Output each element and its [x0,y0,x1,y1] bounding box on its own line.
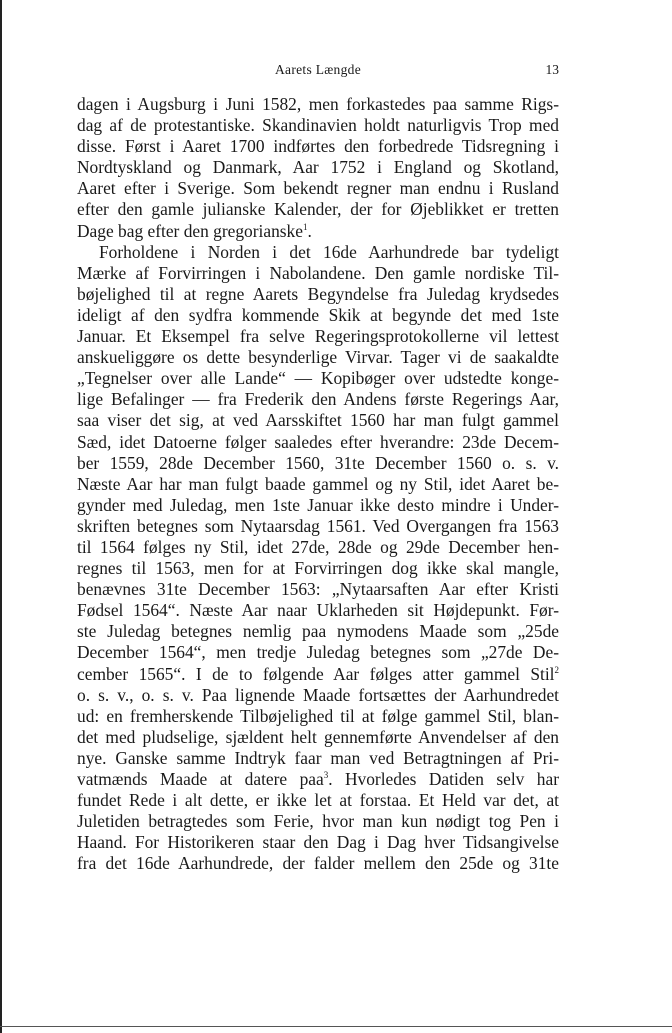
text-line [77,516,559,537]
line-text: Haand. For Historikeren staar den Dag i Dag hver Tidsangivelse [77,832,559,853]
text-line [77,727,559,748]
footnote-marker: 1 [302,221,308,232]
footnote-marker: 2 [554,664,559,675]
line-text: o. s. v., o. s. v. Paa lignende Maade fortsættes der Aarhundredet [77,684,559,705]
line-text-continued: . [307,220,312,241]
line-text: dag af de protestantiske. Skandinavien holdt naturligvis Trop med [77,115,559,136]
text-line [77,263,559,284]
line-text: benævnes 31te December 1563: „Nytaarsaften Aar efter Kristi [77,579,559,600]
line-text: regnes til 1563, men for at Forvirringen dog ikke skal mangle, [77,558,559,579]
line-text: dagen i Augsburg i Juni 1582, men forkastedes paa samme Rigs- [77,94,559,114]
line-text: bøjelighed til at regne Aarets Begyndelse fra Juledag krydsedes [77,283,559,304]
line-text: Fødsel 1564“. Næste Aar naar Uklarheden sit Højdepunkt. Før- [77,600,559,621]
text-line [77,432,559,453]
text-line [77,579,559,600]
line-text: det med pludselige, sjældent helt gennemførte Anvendelser af den [77,726,559,747]
line-text: ud: en fremherskende Tilbøjelighed til at følge gammel Stil, blan- [77,705,559,726]
line-text: Aaret efter i Sverige. Som bekendt regner man endnu i Rusland [77,178,559,199]
line-text: nye. Ganske samme Indtryk faar man ved Betragtningen af Pri- [77,747,559,768]
text-line [77,832,559,853]
line-text: Sæd, idet Datoerne følger saaledes efter hverandre: 23de Decem- [77,431,559,452]
line-text: gynder med Juledag, men 1ste Januar ikke desto mindre i Under- [77,494,559,515]
text-line [77,221,559,242]
text-line [77,474,559,495]
line-text-continued: . Hvorledes Datiden selv har [328,769,559,789]
text-line [77,326,559,347]
page-edge-rule [0,0,2,1033]
page-bottom-rule [0,1026,672,1027]
body-text [77,94,559,874]
text-line [77,136,559,157]
text-line [77,199,559,220]
text-line [77,305,559,326]
line-text: lige Befalinger — fra Frederik den Andens første Regerings Aar, [77,389,559,410]
text-line [77,389,559,410]
text-line [77,347,559,368]
text-line [77,115,559,136]
line-text: til 1564 følges ny Stil, idet 27de, 28de og 29de December hen- [77,536,559,557]
line-text: cember 1565“. I de to følgende Aar følges atter gammel Stil [77,663,555,684]
text-line [77,453,559,474]
running-head: Aarets Længde [274,62,361,77]
text-line [77,685,559,706]
line-text: fra det 16de Aarhundrede, der falder mellem den 25de og 31te [77,853,559,874]
line-text: December 1564“, men tredje Juledag betegnes som „27de De- [77,642,559,663]
text-line [77,748,559,769]
line-text: ber 1559, 28de December 1560, 31te December 1560 o. s. v. [77,452,559,473]
line-text: ste Juledag betegnes nemlig paa nymodens Maade som „25de [77,621,559,642]
line-text: efter den gamle julianske Kalender, der for Øjeblikket er tretten [77,199,559,220]
text-line [77,410,559,431]
text-line [77,600,559,621]
text-line [77,284,559,305]
line-text: skriften betegnes som Nytaarsdag 1561. Ved Overgangen fra 1563 [77,515,559,536]
line-text: vatmænds Maade at datere paa [77,769,324,789]
text-line [77,94,559,115]
text-line [77,853,559,874]
text-line [77,537,559,558]
footnote-marker: 3 [323,770,329,780]
text-line [77,664,559,685]
line-text: anskueliggøre os dette besynderlige Virvar. Tager vi de saakaldte [77,347,559,368]
text-line [77,368,559,389]
text-line [77,495,559,516]
line-text: disse. Først i Aaret 1700 indførtes den forbedrede Tidsregning i [77,136,559,157]
line-text: Mærke af Forvirringen i Nabolandene. Den gamle nordiske Til- [77,262,559,283]
text-line [77,621,559,642]
line-text: Dage bag efter den gregorianske [77,220,303,241]
text-line [77,769,559,790]
text-line [77,706,559,727]
text-line [77,242,559,263]
text-line [77,642,559,663]
text-line [77,178,559,199]
line-text: Juletiden betragtedes som Ferie, hvor man kun nødigt tog Pen i [77,811,559,832]
line-text: Januar. Et Eksempel fra selve Regeringsprotokollerne vil lettest [77,326,559,347]
text-line [77,558,559,579]
text-line [77,790,559,811]
line-text: ideligt af den sydfra kommende Skik at begynde det med 1ste [77,304,559,325]
page-number: 13 [545,62,559,77]
text-line [77,811,559,832]
line-text: Næste Aar har man fulgt baade gammel og ny Stil, idet Aaret be- [77,473,559,494]
text-line [77,157,559,178]
line-text: „Tegnelser over alle Lande“ — Kopibøger over udstedte konge- [77,368,559,389]
line-text: Nordtyskland og Danmark, Aar 1752 i England og Skotland, [77,157,559,178]
line-text: Forholdene i Norden i det 16de Aarhundrede bar tydeligt [99,241,559,262]
line-text: saa viser det sig, at ved Aarsskiftet 1560 har man fulgt gammel [77,410,559,431]
line-text: fundet Rede i alt dette, er ikke let at forstaa. Et Held var det, at [77,790,559,811]
page-header [77,62,559,80]
